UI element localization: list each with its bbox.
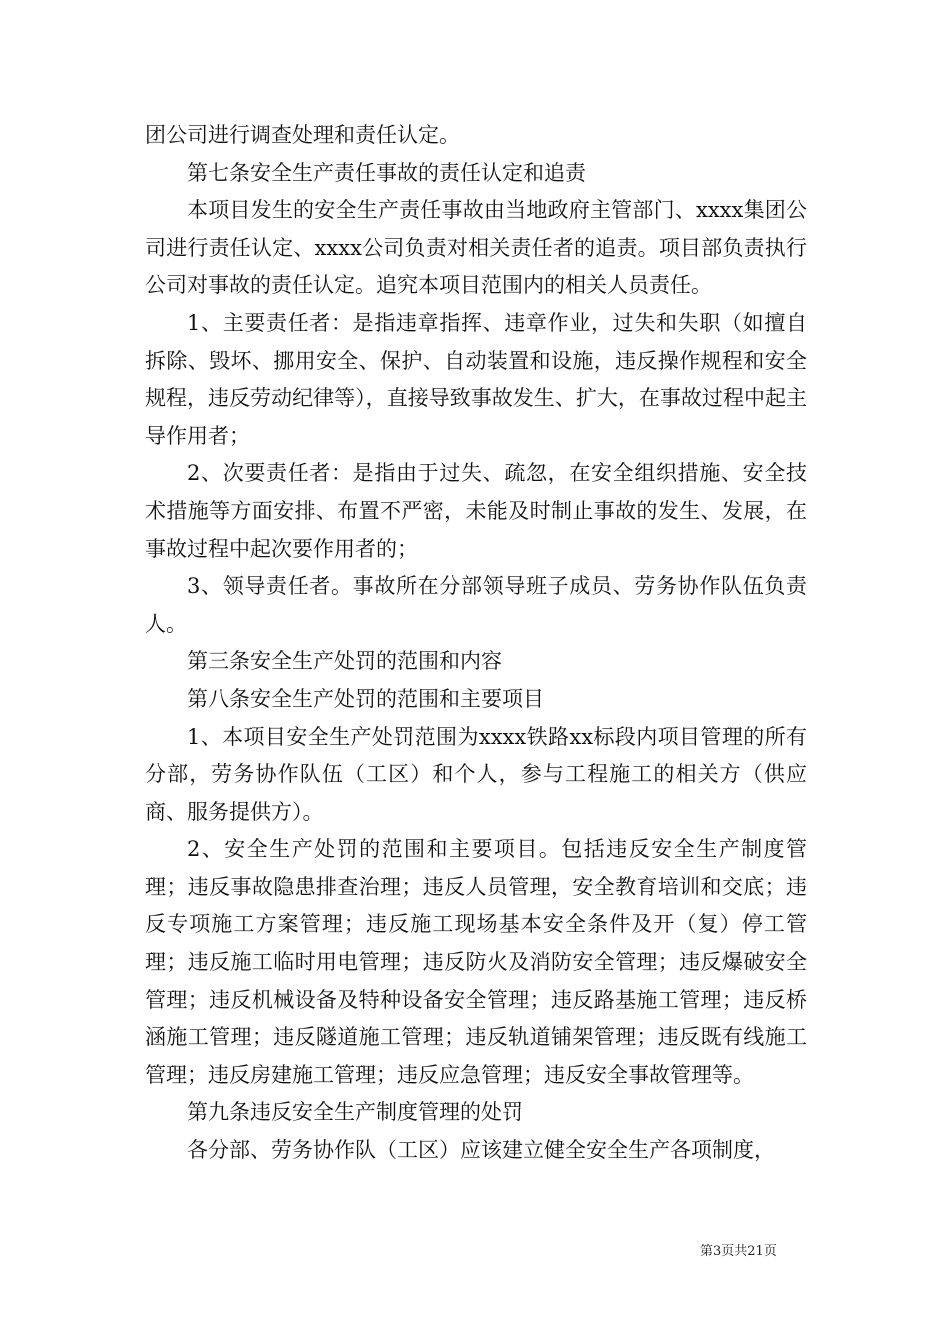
list-item: 2、安全生产处罚的范围和主要项目。包括违反安全生产制度管理；违反事故隐患排查治理；违反人员管理，安全教育培训和交底；违反专项施工方案管理；违反施工现场基本安全条件及开（复）停工管理；违反施工临时用电管理；违反防火及消防安全管理；违反爆破安全管理；违反机械设备及特种设备安全管理；违反路基施工管理；违反桥涵施工管理；违反隧道施工管理；违反轨道铺架管理；违反既有线施工管理；违反房建施工管理；违反应急管理；违反安全事故管理等。	[145, 837, 807, 1087]
list-item: 3、领导责任者。事故所在分部领导班子成员、劳务协作队伍负责人。	[145, 574, 807, 636]
paragraph: 各分部、劳务协作队（工区）应该建立健全安全生产各项制度，	[187, 1138, 775, 1163]
list-item: 1、本项目安全生产处罚范围为xxxx铁路xx标段内项目管理的所有分部，劳务协作队伍（工区）和个人，参与工程施工的相关方（供应商、服务提供方）。	[145, 724, 807, 824]
paragraph: 本项目发生的安全生产责任事故由当地政府主管部门、xxxx集团公司进行责任认定、xxxx公司负责对相关责任者的追责。项目部负责执行公司对事故的责任认定。追究本项目范围内的相关人员责任。	[145, 198, 807, 298]
list-item: 1、主要责任者：是指违章指挥、违章作业，过失和失职（如擅自拆除、毁坏、挪用安全、保护、自动装置和设施，违反操作规程和安全规程，违反劳动纪律等），直接导致事故发生、扩大，在事故过程中起主导作用者；	[145, 310, 807, 448]
article-3-heading: 第三条安全生产处罚的范围和内容	[187, 649, 502, 674]
list-item: 2、次要责任者：是指由于过失、疏忽，在安全组织措施、安全技术措施等方面安排、布置不严密，未能及时制止事故的发生、发展，在事故过程中起次要作用者的；	[145, 461, 807, 561]
document-body	[145, 117, 807, 1170]
article-9-heading: 第九条违反安全生产制度管理的处罚	[187, 1100, 523, 1125]
article-7-heading: 第七条安全生产责任事故的责任认定和追责	[187, 160, 586, 185]
page-number-footer: 第3页共21页	[700, 1244, 777, 1259]
paragraph-continuation: 团公司进行调查处理和责任认定。	[145, 123, 460, 147]
article-8-heading: 第八条安全生产处罚的范围和主要项目	[187, 686, 544, 711]
